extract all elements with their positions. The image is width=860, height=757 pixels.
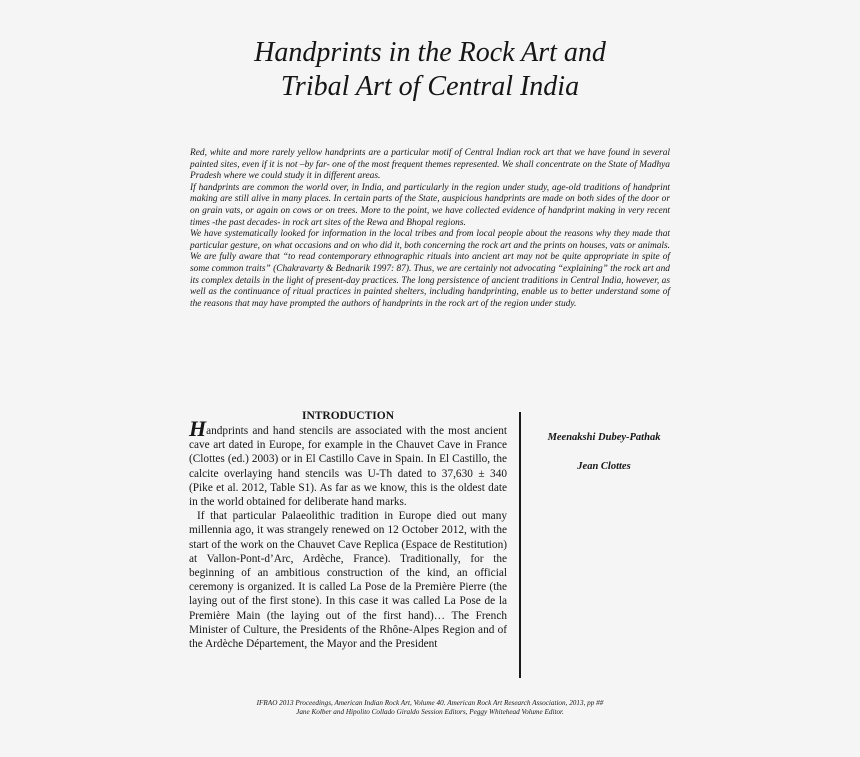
author-1: Meenakshi Dubey-Pathak <box>547 432 661 443</box>
paragraph-1-text: andprints and hand stencils are associated with the most ancient cave art dated in Europe, for example in the Chauvet Cave in France (Clottes (ed.) 2003) or in El Castillo Cave in Spain. In El Castillo, the calcite overlaying hand stencils was U-Th dated to 37,630 ± 340 (Pike et al. 2012, Table S1). As far as we know, this is the oldest date in the world obtained for deliberate hand marks. <box>189 425 507 509</box>
abstract-paragraph: We are fully aware that “to read contemporary ethnographic rituals into ancient art may not be quite appropriate in spite of some common traits” (Chakravarty & Bednarik 1997: 87). Thus, we are certainly not advocating “explaining” the rock art and its complex details in the light of present-day practices. The long persistence of ancient traditions in Central India, however, as well as the continuance of ritual practices in painted shelters, including handprinting, enable us to better understand some of the reasons that may have prompted the authors of handprints in the rock art of the region under study. <box>190 252 670 309</box>
abstract-paragraph: We have systematically looked for information in the local tribes and from local people about the reasons why they made that particular gesture, on what occasions and on who did it, both concerning the rock art and the prints on houses, vats or animals. <box>190 229 671 251</box>
drop-cap: H <box>189 416 207 441</box>
abstract <box>190 148 670 310</box>
footer-line-1: IFRAO 2013 Proceedings, American Indian Rock Art, Volume 40. American Rock Art Research Association, 2013, pp ## <box>256 699 604 707</box>
introduction-heading: INTRODUCTION <box>301 410 394 422</box>
page-footer <box>0 699 860 717</box>
body-paragraph: If that particular Palaeolithic tradition in Europe died out many millennia ago, it was strangely renewed on 12 October 2012, with the start of the work on the Chauvet Cave Replica (Espace de Restitution) at Vallon-Pont-d’Arc, Ardèche, France). Traditionally, for the beginning of an ambitious construction of the kind, an official ceremony is organized. It is called La Pose de la Première Pierre (the laying out of the first stone). In this case it was called La Pose de la Première Main (the laying out of the first hand)… The French Minister of Culture, the Presidents of the Rhône-Alpes Region and of the Ardèche Département, the Mayor and the President <box>189 510 507 651</box>
abstract-paragraph: Red, white and more rarely yellow handprints are a particular motif of Central Indian rock art that we have found in several painted sites, even if it is not –by far- one of the most frequent themes represented. We shall concentrate on the State of Madhya Pradesh where we could study it in different areas. <box>190 148 670 182</box>
column-divider <box>519 412 521 678</box>
title-line-2: Tribal Art of Central India <box>280 71 580 102</box>
title-line-1: Handprints in the Rock Art and <box>254 37 606 68</box>
abstract-paragraph: If handprints are common the world over, in India, and particularly in the region under study, age-old traditions of handprint making are still alive in many places. In certain parts of the State, auspicious handprints are made on both sides of the door or on grain vats, or again on cows or on trees. More to the point, we have collected evidence of handprint making in very recent times -the past decades- in rock art sites of the Rewa and Bhopal regions. <box>190 182 670 228</box>
footer-line-2: Jane Kolber and Hipolito Collado Giraldo Session Editors, Peggy Whitehead Volume Editor. <box>296 708 564 716</box>
author-2: Jean Clottes <box>577 461 631 472</box>
paper-title <box>0 36 860 104</box>
